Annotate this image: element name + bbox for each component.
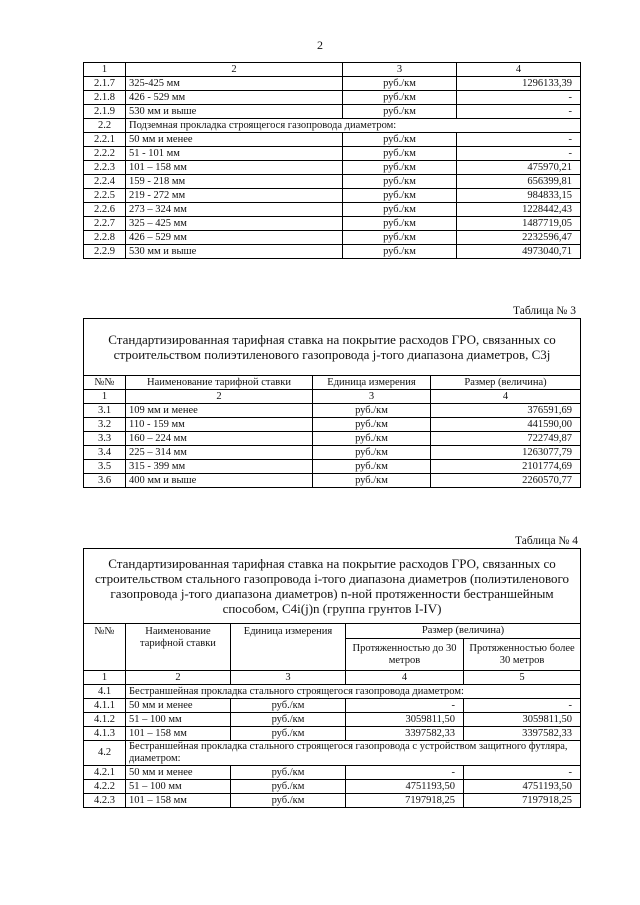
rate-name: 426 - 529 мм	[126, 91, 343, 105]
rate-value-over-30m: -	[464, 699, 581, 713]
rate-name: 50 мм и менее	[126, 699, 231, 713]
table-row	[84, 77, 581, 91]
rate-value-up-to-30m: 3059811,50	[346, 713, 464, 727]
rate-value: -	[457, 105, 581, 119]
row-number: 2.2.8	[84, 231, 126, 245]
unit: руб./км	[313, 432, 431, 446]
rate-name: 101 – 158 мм	[126, 794, 231, 808]
table-row	[84, 446, 581, 460]
column-number: 3	[343, 63, 457, 77]
row-number: 2.2.1	[84, 133, 126, 147]
unit: руб./км	[343, 105, 457, 119]
table-row	[84, 245, 581, 259]
column-number-row	[84, 390, 581, 404]
column-header: Наименование тарифной ставки	[126, 376, 313, 390]
row-number: 4.1.2	[84, 713, 126, 727]
rate-name: 110 - 159 мм	[126, 418, 313, 432]
table-row	[84, 794, 581, 808]
rate-name: 325 – 425 мм	[126, 217, 343, 231]
table-row	[84, 741, 581, 766]
column-header: Протяженностью более 30 метров	[464, 639, 581, 671]
rate-value: -	[457, 147, 581, 161]
row-number: 2.2.5	[84, 189, 126, 203]
table-row	[84, 699, 581, 713]
rate-value: 1296133,39	[457, 77, 581, 91]
rate-name: 51 – 100 мм	[126, 713, 231, 727]
row-number: 2.2.6	[84, 203, 126, 217]
section-heading: Бестраншейная прокладка стального строящегося газопровода с устройством защитного футляра, диаметром:	[126, 741, 581, 766]
column-number: 1	[84, 63, 126, 77]
table-4-title: Стандартизированная тарифная ставка на покрытие расходов ГРО, связанных со строительством стального газопровода i-того диапазона диаметров (полиэтиленового газопровода j-того диапазона диаметров) n-ной протяженности бестраншейным способом, С4i(j)n (группа грунтов I-IV)	[84, 549, 581, 624]
table-3-caption: Таблица № 3	[513, 305, 577, 317]
rate-value-over-30m: 3397582,33	[464, 727, 581, 741]
row-number: 3.3	[84, 432, 126, 446]
column-header: Протяженностью до 30 метров	[346, 639, 464, 671]
table-row	[84, 175, 581, 189]
table-row	[84, 727, 581, 741]
rate-value: 984833,15	[457, 189, 581, 203]
row-number: 4.1.3	[84, 727, 126, 741]
rate-value-up-to-30m: -	[346, 699, 464, 713]
row-number: 4.1	[84, 685, 126, 699]
rate-value-over-30m: -	[464, 766, 581, 780]
row-number: 3.2	[84, 418, 126, 432]
rate-value-up-to-30m: 3397582,33	[346, 727, 464, 741]
column-number: 2	[126, 63, 343, 77]
table-row	[84, 189, 581, 203]
table-row	[84, 217, 581, 231]
unit: руб./км	[343, 175, 457, 189]
unit: руб./км	[313, 460, 431, 474]
rate-name: 315 - 399 мм	[126, 460, 313, 474]
column-number: 3	[231, 671, 346, 685]
table-row	[84, 119, 581, 133]
table-3-body	[84, 404, 581, 488]
unit: руб./км	[343, 161, 457, 175]
table-3	[83, 318, 581, 488]
rate-name: 101 – 158 мм	[126, 727, 231, 741]
unit: руб./км	[343, 77, 457, 91]
row-number: 4.2.3	[84, 794, 126, 808]
unit: руб./км	[231, 713, 346, 727]
rate-name: 426 – 529 мм	[126, 231, 343, 245]
row-number: 2.2.7	[84, 217, 126, 231]
unit: руб./км	[343, 133, 457, 147]
row-number: 2.2.4	[84, 175, 126, 189]
unit: руб./км	[343, 203, 457, 217]
rate-value: 1228442,43	[457, 203, 581, 217]
table-row	[84, 105, 581, 119]
rate-value: 2232596,47	[457, 231, 581, 245]
table-2-body	[84, 77, 581, 259]
rate-value: 475970,21	[457, 161, 581, 175]
rate-value: 441590,00	[431, 418, 581, 432]
table-row	[84, 474, 581, 488]
table-row	[84, 203, 581, 217]
table-4-body	[84, 685, 581, 808]
rate-value: 2260570,77	[431, 474, 581, 488]
row-number: 2.1.9	[84, 105, 126, 119]
row-number: 2.2	[84, 119, 126, 133]
table-row	[84, 404, 581, 418]
rate-name: 530 мм и выше	[126, 245, 343, 259]
row-number: 3.1	[84, 404, 126, 418]
rate-value-up-to-30m: 4751193,50	[346, 780, 464, 794]
unit: руб./км	[343, 91, 457, 105]
table-row	[84, 460, 581, 474]
rate-value: 4973040,71	[457, 245, 581, 259]
column-number: 1	[84, 390, 126, 404]
rate-value-over-30m: 3059811,50	[464, 713, 581, 727]
table-row	[84, 147, 581, 161]
unit: руб./км	[343, 189, 457, 203]
column-number: 4	[431, 390, 581, 404]
column-number: 2	[126, 671, 231, 685]
table-row	[84, 161, 581, 175]
row-number: 3.4	[84, 446, 126, 460]
rate-name: 219 - 272 мм	[126, 189, 343, 203]
rate-name: 101 – 158 мм	[126, 161, 343, 175]
column-number: 2	[126, 390, 313, 404]
table-4-caption: Таблица № 4	[515, 535, 579, 547]
table-header-row	[84, 376, 581, 390]
column-number-row	[84, 671, 581, 685]
table-row	[84, 685, 581, 699]
rate-name: 273 – 324 мм	[126, 203, 343, 217]
unit: руб./км	[343, 147, 457, 161]
row-number: 3.6	[84, 474, 126, 488]
section-heading: Бестраншейная прокладка стального строящегося газопровода диаметром:	[126, 685, 581, 699]
column-header: Размер (величина)	[346, 624, 581, 639]
table-row	[84, 713, 581, 727]
table-2-continuation	[83, 62, 581, 259]
unit: руб./км	[313, 474, 431, 488]
rate-name: 400 мм и выше	[126, 474, 313, 488]
column-number: 5	[464, 671, 581, 685]
table-row	[84, 91, 581, 105]
rate-name: 159 - 218 мм	[126, 175, 343, 189]
row-number: 4.2	[84, 741, 126, 766]
rate-value: 722749,87	[431, 432, 581, 446]
unit: руб./км	[313, 418, 431, 432]
column-header: №№	[84, 624, 126, 671]
row-number: 2.2.3	[84, 161, 126, 175]
row-number: 4.2.1	[84, 766, 126, 780]
rate-name: 51 – 100 мм	[126, 780, 231, 794]
unit: руб./км	[343, 231, 457, 245]
unit: руб./км	[343, 217, 457, 231]
rate-name: 225 – 314 мм	[126, 446, 313, 460]
column-number: 4	[457, 63, 581, 77]
section-heading: Подземная прокладка строящегося газопровода диаметром:	[126, 119, 581, 133]
rate-name: 50 мм и менее	[126, 133, 343, 147]
rate-value-up-to-30m: 7197918,25	[346, 794, 464, 808]
unit: руб./км	[231, 766, 346, 780]
column-header: Единица измерения	[313, 376, 431, 390]
unit: руб./км	[313, 404, 431, 418]
table-row	[84, 766, 581, 780]
row-number: 4.2.2	[84, 780, 126, 794]
column-number: 4	[346, 671, 464, 685]
unit: руб./км	[343, 245, 457, 259]
rate-value: 1263077,79	[431, 446, 581, 460]
row-number: 4.1.1	[84, 699, 126, 713]
column-header: Наименование тарифной ставки	[126, 624, 231, 671]
rate-value-over-30m: 4751193,50	[464, 780, 581, 794]
page-number: 2	[317, 38, 323, 52]
table-row	[84, 231, 581, 245]
rate-value: 1487719,05	[457, 217, 581, 231]
rate-value-up-to-30m: -	[346, 766, 464, 780]
table-row	[84, 418, 581, 432]
rate-value: 2101774,69	[431, 460, 581, 474]
rate-name: 50 мм и менее	[126, 766, 231, 780]
rate-name: 160 – 224 мм	[126, 432, 313, 446]
unit: руб./км	[231, 699, 346, 713]
row-number: 3.5	[84, 460, 126, 474]
column-header: Размер (величина)	[431, 376, 581, 390]
row-number: 2.2.9	[84, 245, 126, 259]
rate-value: -	[457, 133, 581, 147]
table-3-title: Стандартизированная тарифная ставка на покрытие расходов ГРО, связанных со строительством полиэтиленового газопровода j-того диапазона диаметров, С3j	[84, 319, 581, 376]
unit: руб./км	[231, 780, 346, 794]
column-number: 3	[313, 390, 431, 404]
unit: руб./км	[231, 727, 346, 741]
table-4	[83, 548, 581, 808]
row-number: 2.2.2	[84, 147, 126, 161]
row-number: 2.1.8	[84, 91, 126, 105]
table-row	[84, 133, 581, 147]
rate-name: 109 мм и менее	[126, 404, 313, 418]
table-row	[84, 432, 581, 446]
unit: руб./км	[231, 794, 346, 808]
rate-value-over-30m: 7197918,25	[464, 794, 581, 808]
table-row	[84, 780, 581, 794]
row-number: 2.1.7	[84, 77, 126, 91]
rate-name: 325-425 мм	[126, 77, 343, 91]
table-header-row	[84, 63, 581, 77]
rate-value: 376591,69	[431, 404, 581, 418]
rate-value: 656399,81	[457, 175, 581, 189]
rate-name: 51 - 101 мм	[126, 147, 343, 161]
rate-name: 530 мм и выше	[126, 105, 343, 119]
column-header: Единица измерения	[231, 624, 346, 671]
unit: руб./км	[313, 446, 431, 460]
rate-value: -	[457, 91, 581, 105]
column-header: №№	[84, 376, 126, 390]
column-number: 1	[84, 671, 126, 685]
